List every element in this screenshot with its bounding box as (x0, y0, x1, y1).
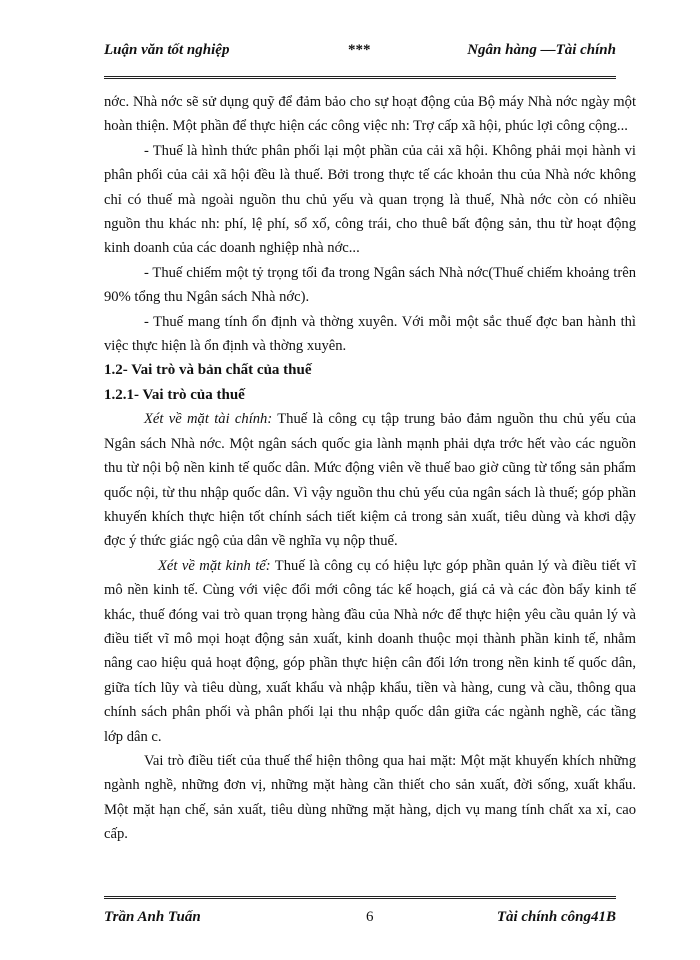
paragraph-1: nớc. Nhà nớc sẽ sử dụng quỹ để đảm bảo cho sự hoạt động của Bộ máy Nhà nớc ngày một hoàn thiện. Một phần để thực hiện các công việc nh: Trợ cấp xã hội, phúc lợi công cộng... (104, 94, 636, 135)
financial-lead: Xét về mặt tài chính: (144, 411, 273, 428)
page-footer (104, 896, 616, 939)
footer-class: Tài chính công41B (496, 909, 616, 925)
paragraph-2: - Thuế là hình thức phân phối lại một phần của cải xã hội. Không phải mọi hành vi phân phối của cải xã hội đều là thuế. Bởi trong thực tế các khoản thu của Nhà nớc không chỉ có thuế mà ngoài nguồn thu chủ yếu và quan trọng là thuế, Nhà nớc còn có nhiều nguồn thu khác nh: phí, lệ phí, sổ xố, công trái, cho thuê bất động sản, thu từ hoạt động kinh doanh của các doanh nghiệp nhà nớc... (104, 142, 636, 257)
economic-text: Thuế là công cụ có hiệu lực góp phần quản lý và điều tiết vĩ mô nền kinh tế. Cùng với việc đổi mới công tác kế hoạch, giá cả và các đòn bẩy kinh tế khác, thuế đóng vai trò quan trọng hàng đầu của Nhà nớc để thực hiện yêu cầu quản lý và điều tiết vĩ mô mọi hoạt động sản xuất, kinh doanh thuộc mọi thành phần kinh tế, nhằm nâng cao hiệu quả hoạt động, góp phần thực hiện cân đối lớn trong nền kinh tế quốc dân, giữa tích lũy và tiêu dùng, xuất khẩu và nhập khẩu, tiền và hàng, cung và cầu, thông qua chính sách phân phối và phân phối lại thu nhập quốc dân giữa các ngành nghề, các tầng lớp dân c. (104, 557, 636, 745)
paragraph-4: - Thuế mang tính ổn định và thờng xuyên. Với mỗi một sắc thuế đợc ban hành thì việc thực hiện là ổn định và thờng xuyên. (104, 313, 636, 355)
paragraph-financial (104, 407, 636, 553)
page-body (104, 90, 636, 847)
paragraph-economic (104, 554, 636, 749)
header-separator: *** (348, 42, 371, 58)
paragraph-7: Vai trò điều tiết của thuế thể hiện thông qua hai mặt: Một mặt khuyến khích những ngành nghề, những đơn vị, những mặt hàng cần thiết cho sản xuất, đời sống, xuất khẩu. Một mặt hạn chế, sản xuất, tiêu dùng những mặt hàng, dịch vụ mang tính chất xa xỉ, cao cấp. (104, 752, 636, 843)
footer-author: Trần Anh Tuấn (104, 909, 201, 925)
section-heading: 1.2- Vai trò và bản chất của thuế (104, 362, 312, 379)
page-header (104, 36, 616, 79)
subsection-heading: 1.2.1- Vai trò của thuế (104, 386, 245, 403)
financial-text: Thuế là công cụ tập trung bảo đảm nguồn thu chủ yếu của Ngân sách Nhà nớc. Một ngân sách quốc gia lành mạnh phải dựa trớc hết vào các nguồn thu từ nội bộ nền kinh tế quốc dân. Mức động viên về thuế bao giờ cũng từ tổng sản phẩm quốc nội, từ thu nhập quốc dân. Vì vậy nguồn thu chủ yếu của ngân sách là thuế; góp phần khuyến khích thực hiện tốt chính sách tiết kiệm cả trong sản xuất, tiêu dùng và khơi dậy đợc ý thức giác ngộ của dân về nghĩa vụ nộp thuế. (104, 411, 636, 550)
header-department: Ngân hàng —Tài chính (467, 42, 616, 58)
economic-lead: Xét về mặt kinh tế: (158, 557, 271, 574)
paragraph-3: - Thuế chiếm một tỷ trọng tối đa trong Ngân sách Nhà nớc(Thuế chiếm khoảng trên 90% tổng thu Ngân sách Nhà nớc). (104, 264, 636, 306)
page-number: 6 (366, 909, 374, 925)
header-thesis-title: Luận văn tốt nghiệp (104, 42, 230, 58)
